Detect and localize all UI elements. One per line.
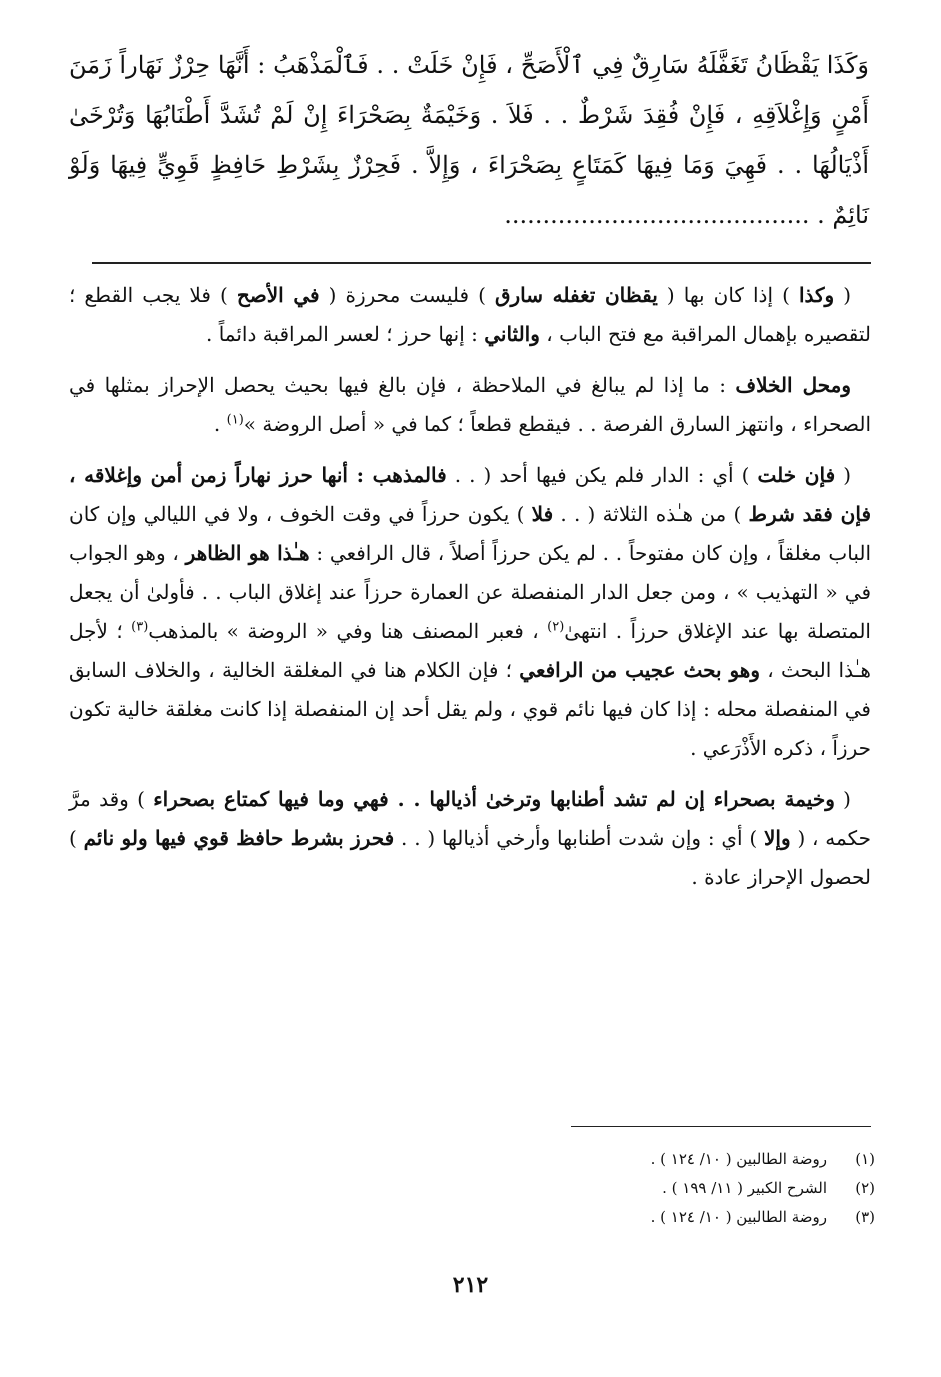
bold-quoted-text: فإن خلت: [757, 463, 836, 487]
commentary-text: ) لحصول الإحراز عادة .: [69, 826, 871, 889]
footnote-item: [475, 1145, 875, 1174]
footnote-item: [475, 1203, 875, 1232]
page-number: ٢١٢: [452, 1272, 489, 1298]
footnote-number: (٣): [855, 1208, 875, 1226]
commentary-text: .: [213, 412, 227, 436]
commentary-text: (: [834, 787, 851, 811]
commentary-text: : ما إذا لم يبالغ في الملاحظة ، فإن بالغ فيها بحيث يحصل الإحراز بمثلها في الصحراء ، وانتهز السارق الفرصة . . فيقطع قطعاً ؛ كما في « أصل الروضة »: [69, 373, 871, 436]
bold-quoted-text: يقظان تغفله سارق: [494, 283, 658, 307]
commentary-text: ) وقد مرَّ حكمه ، (: [69, 787, 871, 850]
bold-quoted-text: وخيمة بصحراء إن لم تشد أطنابها وترخىٰ أذيالها . . فهي وما فيها كمتاع بصحراء: [153, 787, 835, 811]
commentary-text: ، وهو الجواب في « التهذيب » ، ومن جعل الدار المنفصلة عن العمارة حرزاً عند إغلاق الباب . . فأولىٰ أن يجعل المتصلة بها عند الإغلاق حرزاً . انتهىٰ: [69, 541, 871, 643]
matn-line: وَكَذَا يَقْظَانُ تَغَفَّلَهُ سَارِقٌ فِي ٱلْأَصَحِّ ، فَإِنْ خَلَتْ . . فَٱلْمَذْهَبُ : أَنَّهَا حِرْزٌ نَهَاراً زَمَنَ: [69, 51, 869, 79]
commentary-text: ) أي : الدار فلم يكن فيها أحد ( . .: [446, 463, 758, 487]
footnote-text: روضة الطالبين ( ١٠/ ١٢٤ ) .: [650, 1208, 827, 1226]
footnote-separator-rule: [571, 1126, 871, 1127]
commentary-text: ؛ لأجل هـٰذا البحث ،: [69, 619, 871, 682]
commentary-text: (: [834, 283, 852, 307]
commentary-text: ) فلا يجب القطع ؛ لتقصيره بإهمال المراقبة مع فتح الباب ،: [69, 283, 871, 346]
footnote-reference: (١): [226, 412, 244, 428]
footnote-item: [475, 1174, 875, 1203]
footnote-number: (١): [855, 1150, 875, 1168]
bold-quoted-text: والثاني: [484, 322, 540, 346]
footnote-number: (٢): [855, 1179, 875, 1197]
bold-quoted-text: فالمذهب : أنها حرز نهاراً زمن أمن وإغلاقه ، فإن فقد شرط: [69, 463, 872, 526]
matn-ellipsis: ........................................: [504, 201, 810, 229]
footnote-text: الشرح الكبير ( ١١/ ١٩٩ ) .: [662, 1179, 827, 1197]
sharh-paragraph: [69, 276, 871, 354]
bold-quoted-text: ومحل الخلاف: [735, 373, 851, 397]
sharh-paragraph: [69, 780, 871, 897]
matn-text-block: [69, 40, 869, 240]
matn-line: أَمْنٍ وَإِغْلاَقِهِ ، فَإِنْ فُقِدَ شَرْطٌ . . فَلاَ . وَخَيْمَةٌ بِصَحْرَاءَ إِنْ لَمْ تُشَدَّ أَطْنَابُهَا وَتُرْخَىٰ: [69, 101, 869, 129]
bold-quoted-text: وإلا: [764, 826, 791, 850]
commentary-text: ) فليست محرزة (: [319, 283, 495, 307]
sharh-paragraph: [69, 456, 871, 768]
matn-separator-rule: [92, 262, 871, 264]
bold-quoted-text: فلا: [531, 502, 554, 526]
sharh-paragraph: [69, 366, 871, 444]
bold-quoted-text: وكذا: [798, 283, 835, 307]
footnote-reference: (٣): [131, 619, 149, 635]
sharh-commentary-block: [69, 276, 871, 909]
matn-line: نَائِمٌ .: [817, 201, 869, 229]
footnotes-list: [475, 1145, 875, 1232]
commentary-text: ) من هـٰذه الثلاثة ( . .: [553, 502, 749, 526]
bold-quoted-text: وهو بحث عجيب من الرافعي: [519, 658, 761, 682]
footnote-reference: (٢): [547, 619, 565, 635]
footnote-text: روضة الطالبين ( ١٠/ ١٢٤ ) .: [650, 1150, 827, 1168]
commentary-text: : إنها حرز ؛ لعسر المراقبة دائماً .: [205, 322, 485, 346]
bold-quoted-text: في الأصح: [236, 283, 320, 307]
commentary-text: ؛ فإن الكلام هنا في المغلقة الخالية ، والخلاف السابق في المنفصلة محله : إذا كان فيها نائم قوي ، ولم يقل أحد إن المنفصلة إذا كانت مغلقة خالية تكون حرزاً ، ذكره الأَذْرَعي .: [69, 658, 871, 760]
commentary-text: ) إذا كان بها (: [657, 283, 799, 307]
commentary-text: (: [835, 463, 851, 487]
bold-quoted-text: هـٰذا هو الظاهر: [185, 541, 310, 565]
commentary-text: ) أي : وإن شدت أطنابها وأرخي أذيالها ( . .: [394, 826, 765, 850]
commentary-text: ) يكون حرزاً في وقت الخوف ، ولا في الليالي وإن كان الباب مغلقاً ، وإن كان مفتوحاً . . لم يكن حرزاً أصلاً ، قال الرافعي :: [69, 502, 872, 565]
matn-line: أَذْيَالُهَا . . فَهِيَ وَمَا فِيهَا كَمَتَاعٍ بِصَحْرَاءَ ، وَإِلاَّ . فَحِرْزٌ بِشَرْطِ حَافِظٍ قَوِيٍّ فِيهَا وَلَوْ: [69, 151, 869, 179]
commentary-text: ، فعبر المصنف هنا وفي « الروضة » بالمذهب: [148, 619, 548, 643]
bold-quoted-text: فحرز بشرط حافظ قوي فيها ولو نائم: [83, 826, 395, 850]
